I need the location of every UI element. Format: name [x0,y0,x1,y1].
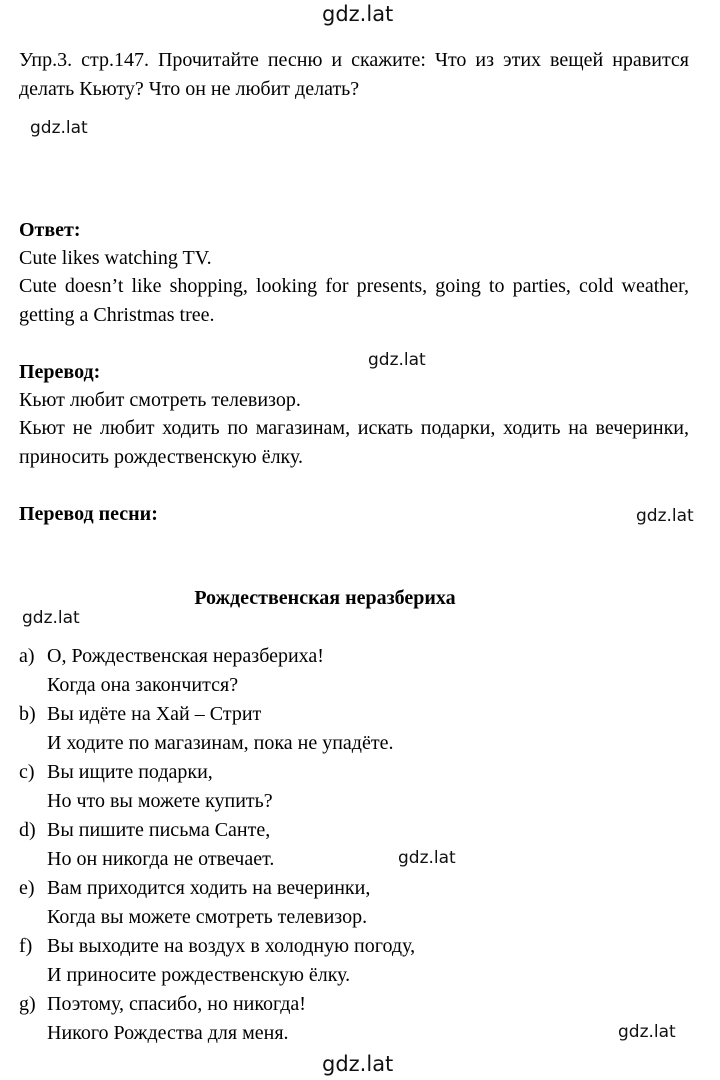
verse-line: Вы пишите письма Санте, [47,819,271,841]
watermark: gdz.lat [322,1052,394,1076]
translation-heading: Перевод: [19,361,101,383]
translation-line: Кьют любит смотреть телевизор. [19,389,301,411]
song-translation-heading: Перевод песни: [19,503,158,525]
verse-line: О, Рождественская неразбериха! [47,645,324,667]
verse-item [19,932,659,990]
verse-line: Вы ищите подарки, [47,761,213,783]
song-verses [19,642,659,1048]
verse-line: И приносите рождественскую ёлку. [47,964,351,986]
verse-line: Вы выходите на воздух в холодную погоду, [47,935,416,957]
verse-label: c) [19,761,35,783]
verse-label: g) [19,993,36,1015]
answer-line: Cute likes watching TV. [19,247,212,269]
translation-line: Кьют не любит ходить по магазинам, искать подарки, ходить на вечеринки, приносить рождественскую ёлку. [19,417,689,468]
verse-item [19,758,659,816]
verse-label: a) [19,645,35,667]
verse-item [19,700,659,758]
verse-line: Но что вы можете купить? [47,790,273,812]
verse-line: Поэтому, спасибо, но никогда! [47,993,306,1015]
watermark: gdz.lat [398,848,456,868]
verse-item [19,990,659,1048]
verse-label: b) [19,703,36,725]
watermark: gdz.lat [30,118,88,138]
verse-line: Вам приходится ходить на вечеринки, [47,877,371,899]
verse-line: Но он никогда не отвечает. [47,848,275,870]
verse-label: f) [19,935,33,957]
watermark: gdz.lat [618,1022,676,1042]
verse-item [19,816,659,874]
verse-line: Вы идёте на Хай – Стрит [47,703,262,725]
watermark: gdz.lat [636,506,694,526]
watermark: gdz.lat [322,2,394,26]
verse-label: e) [19,877,35,899]
verse-line: И ходите по магазинам, пока не упадёте. [47,732,394,754]
answer-heading: Ответ: [19,219,81,241]
task-text: Упр.3. стр.147. Прочитайте песню и скажите: Что из этих вещей нравится делать Кьюту? Что он не любит делать? [19,49,689,100]
watermark: gdz.lat [368,350,426,370]
verse-line: Никого Рождества для меня. [47,1022,289,1044]
verse-item [19,874,659,932]
song-title: Рождественская неразбериха [194,587,456,609]
verse-line: Когда вы можете смотреть телевизор. [47,906,368,928]
answer-line: Cute doesn’t like shopping, looking for presents, going to parties, cold weather, getting a Christmas tree. [19,275,689,326]
verse-item [19,642,659,700]
watermark: gdz.lat [22,608,80,628]
verse-line: Когда она закончится? [47,674,239,696]
verse-label: d) [19,819,36,841]
